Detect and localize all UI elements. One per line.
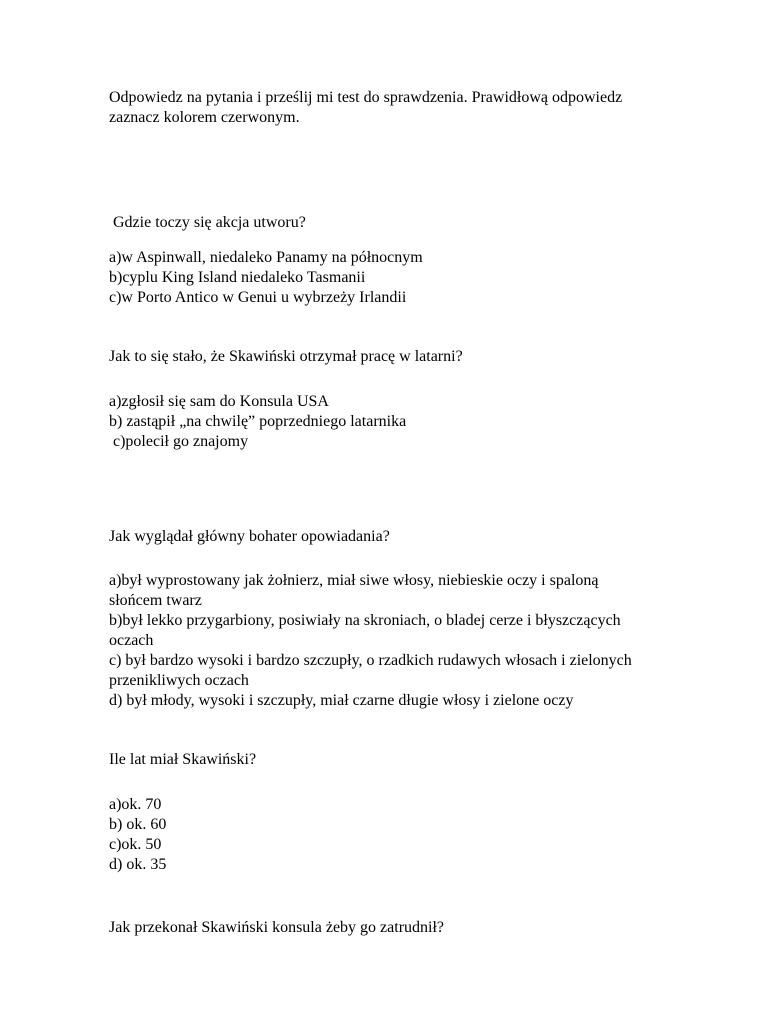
answer-option: c)w Porto Antico w Genui u wybrzeży Irlandii (109, 289, 407, 306)
answer-option: a)zgłosił się sam do Konsula USA (109, 393, 329, 410)
question-text: Jak przekonał Skawiński konsula żeby go zatrudnił? (109, 919, 445, 936)
answer-option: d) był młody, wysoki i szczupły, miał czarne długie włosy i zielone oczy (109, 692, 574, 709)
answer-option-continued: słońcem twarz (109, 592, 202, 609)
answer-option: c)ok. 50 (109, 836, 162, 853)
answer-option: c)polecił go znajomy (109, 433, 249, 450)
question-3 (109, 527, 719, 547)
answer-option: a)w Aspinwall, niedaleko Panamy na północnym (109, 249, 423, 266)
question-text: Gdzie toczy się akcja utworu? (109, 214, 306, 231)
question-1-answers (109, 248, 719, 308)
answer-option: b)cyplu King Island niedaleko Tasmanii (109, 269, 366, 286)
question-2 (109, 347, 719, 367)
question-4-answers (109, 795, 719, 875)
question-1 (109, 213, 719, 233)
question-text: Ile lat miał Skawiński? (109, 751, 257, 768)
answer-option: a)był wyprostowany jak żołnierz, miał siwe włosy, niebieskie oczy i spaloną (109, 572, 599, 589)
answer-option: d) ok. 35 (109, 856, 167, 873)
answer-option: b) zastąpił „na chwilę” poprzedniego latarnika (109, 413, 407, 430)
question-3-answers (109, 571, 719, 711)
question-2-answers (109, 392, 719, 452)
answer-option: b) ok. 60 (109, 816, 167, 833)
answer-option: c) był bardzo wysoki i bardzo szczupły, o rzadkich rudawych włosach i zielonych (109, 652, 632, 669)
answer-option-continued: przenikliwych oczach (109, 672, 249, 689)
answer-option: b)był lekko przygarbiony, posiwiały na skroniach, o bladej cerze i błyszczących (109, 612, 621, 629)
instructions-line: Odpowiedz na pytania i prześlij mi test do sprawdzenia. Prawidłową odpowiedz (109, 89, 623, 106)
answer-option: a)ok. 70 (109, 796, 162, 813)
question-text: Jak wyglądał główny bohater opowiadania? (109, 528, 390, 545)
question-5 (109, 918, 719, 938)
answer-option-continued: oczach (109, 632, 154, 649)
instructions-paragraph (109, 88, 719, 128)
instructions-line: zaznacz kolorem czerwonym. (109, 109, 300, 126)
question-4 (109, 750, 719, 770)
question-text: Jak to się stało, że Skawiński otrzymał pracę w latarni? (109, 348, 463, 365)
